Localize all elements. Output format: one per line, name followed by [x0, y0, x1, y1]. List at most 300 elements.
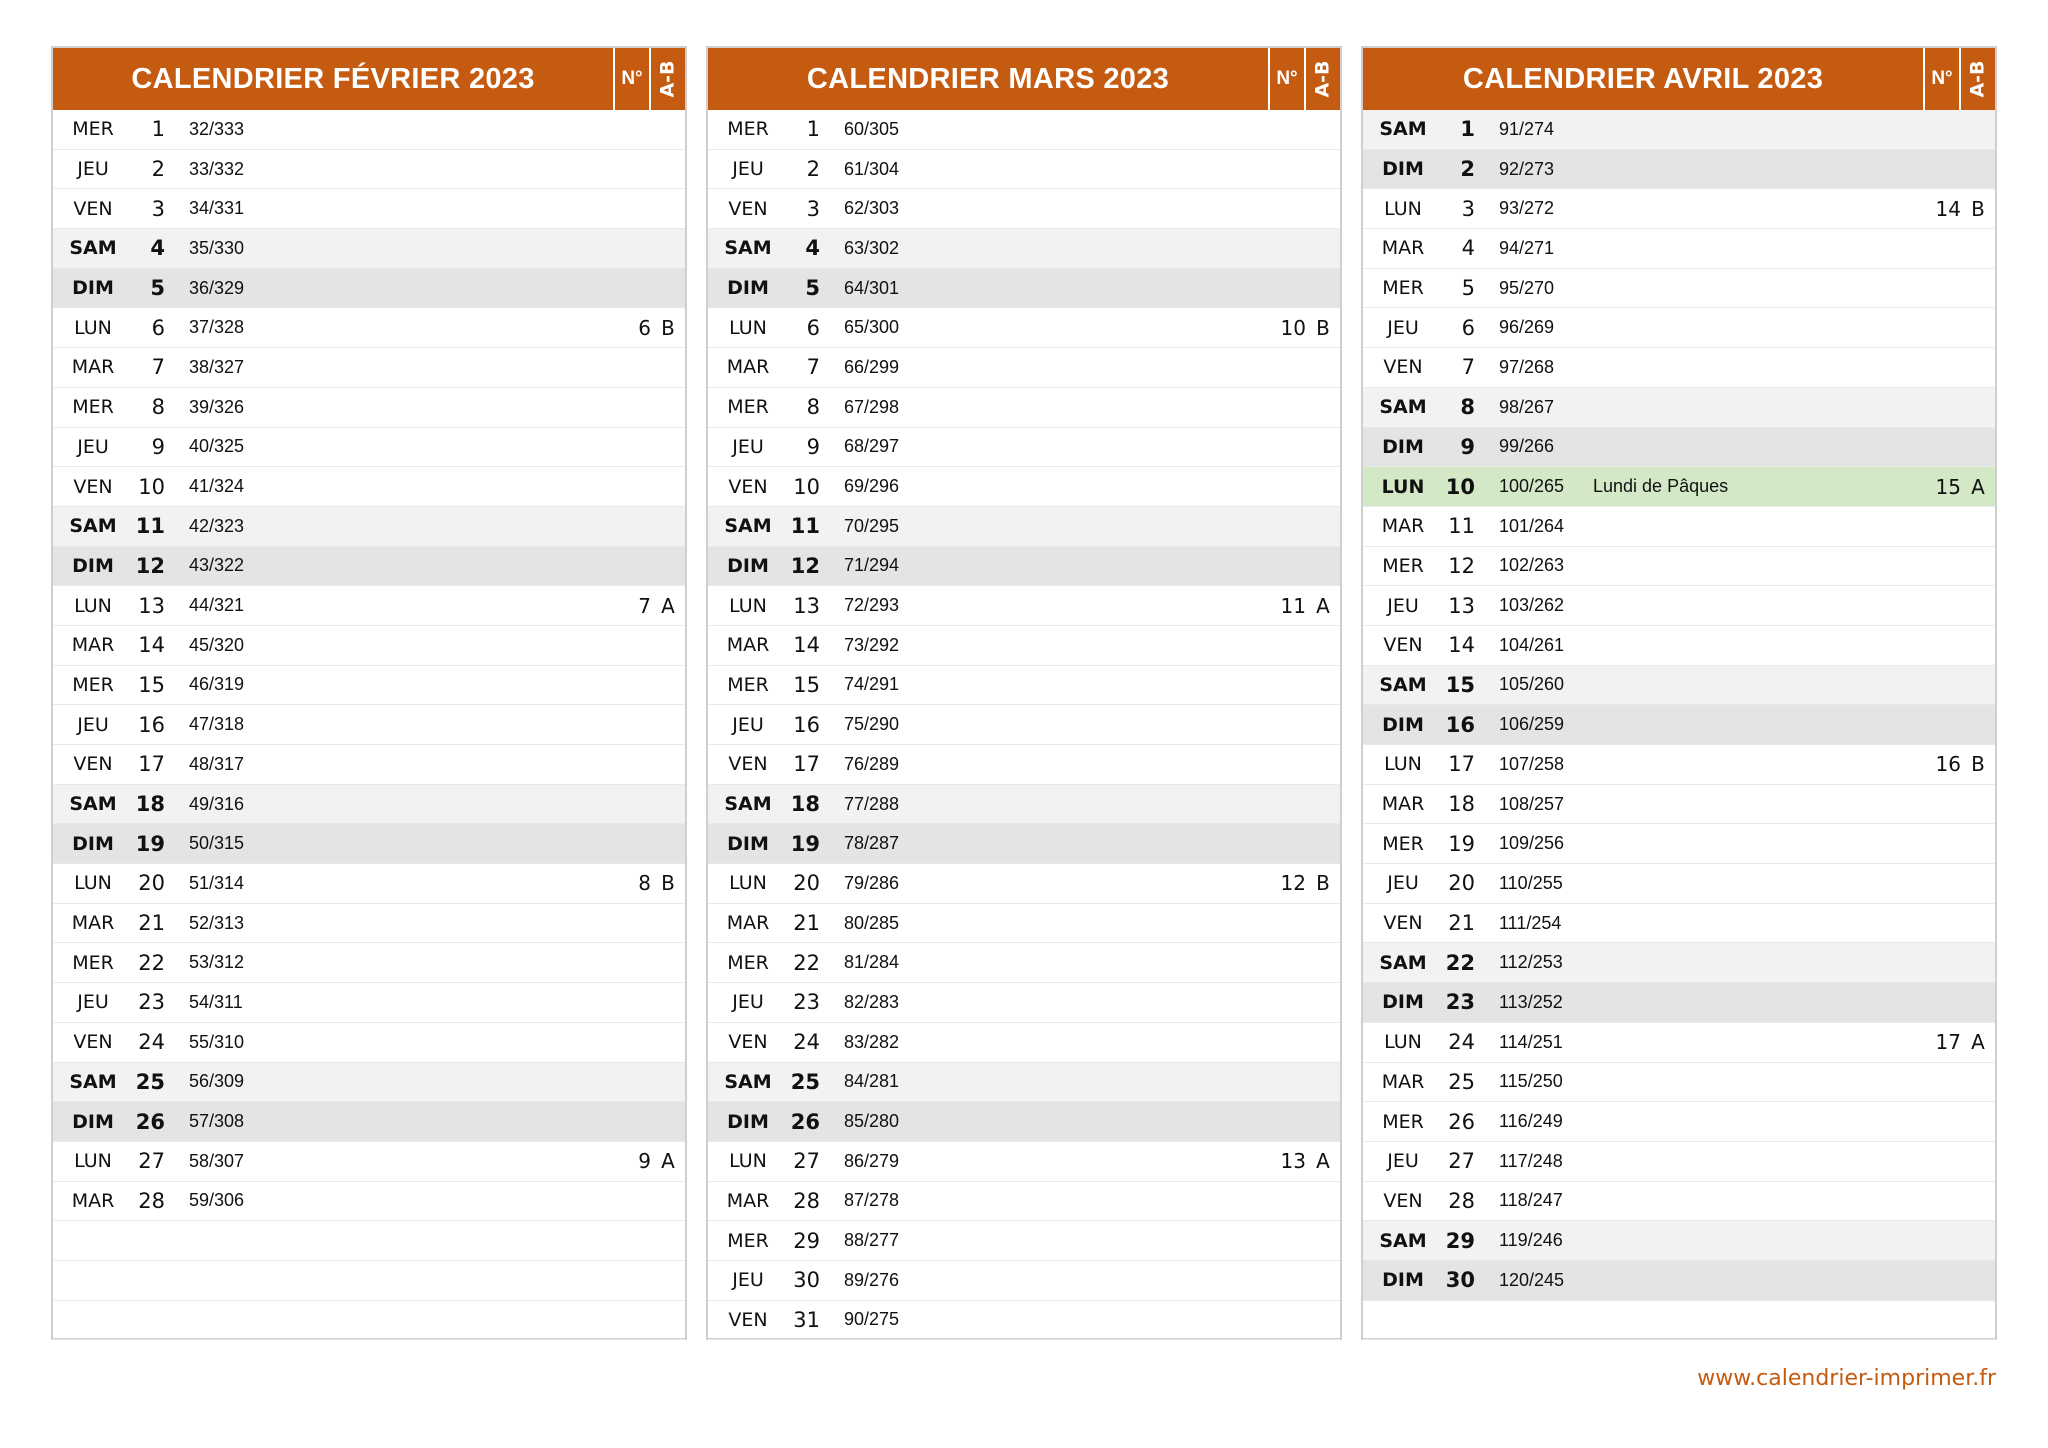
day-row: [53, 1221, 685, 1261]
day-number: 12: [135, 553, 165, 578]
day-of-week: JEU: [1387, 316, 1419, 339]
day-of-year: 80/285: [844, 912, 900, 933]
day-number: 10: [1445, 474, 1475, 499]
day-row: [53, 864, 685, 904]
day-row: [708, 1023, 1340, 1063]
week-ab: A: [1316, 1149, 1330, 1174]
day-number: 27: [1448, 1149, 1475, 1174]
day-of-year: 88/277: [844, 1230, 900, 1251]
day-row: [708, 189, 1340, 229]
day-number: 23: [138, 990, 165, 1015]
day-row: [53, 943, 685, 983]
day-number: 10: [793, 474, 820, 499]
day-number: 15: [793, 672, 820, 697]
day-row: [1363, 745, 1995, 785]
day-row: [53, 308, 685, 348]
day-of-week: SAM: [1379, 951, 1427, 974]
day-of-week: LUN: [729, 316, 767, 339]
day-of-week: MER: [727, 396, 769, 419]
day-of-week: JEU: [732, 435, 764, 458]
day-of-week: VEN: [728, 197, 768, 220]
day-of-week: LUN: [729, 1150, 767, 1173]
day-number: 8: [151, 395, 165, 420]
day-of-year: 52/313: [189, 912, 245, 933]
day-number: 4: [150, 236, 165, 261]
day-row: [1363, 150, 1995, 190]
day-number: 8: [1460, 395, 1475, 420]
day-of-week: JEU: [1387, 872, 1419, 895]
week-ab: B: [1971, 752, 1985, 777]
day-number: 9: [806, 434, 820, 459]
ab-header: A-B: [649, 48, 685, 110]
day-number: 3: [1461, 196, 1475, 221]
day-of-year: 111/254: [1499, 912, 1562, 933]
day-number: 15: [1445, 672, 1475, 697]
day-of-week: MAR: [71, 912, 115, 935]
day-of-week: MAR: [71, 356, 115, 379]
day-of-week: LUN: [729, 872, 767, 895]
day-of-year: 91/274: [1499, 118, 1555, 139]
day-number: 21: [138, 911, 165, 936]
day-of-year: 96/269: [1499, 317, 1555, 338]
week-number-header: N°: [1923, 48, 1959, 110]
week-number: 7: [638, 593, 651, 618]
day-number: 22: [1445, 950, 1475, 975]
day-number: 20: [1448, 871, 1475, 896]
day-row: [1363, 1142, 1995, 1182]
day-row: [53, 666, 685, 706]
day-of-week: MER: [727, 673, 769, 696]
week-ab: B: [1316, 871, 1330, 896]
day-of-year: 72/293: [844, 595, 900, 616]
day-number: 27: [138, 1149, 165, 1174]
day-number: 24: [138, 1030, 165, 1055]
day-number: 14: [793, 633, 820, 658]
day-row: [708, 467, 1340, 507]
day-row: [53, 1142, 685, 1182]
day-of-year: 53/312: [189, 952, 245, 973]
day-row: [53, 1102, 685, 1142]
day-row: [708, 626, 1340, 666]
day-of-year: 113/252: [1499, 991, 1563, 1012]
week-ab: A: [661, 1149, 675, 1174]
day-row: [1363, 189, 1995, 229]
day-row: [708, 943, 1340, 983]
day-of-week: JEU: [732, 991, 764, 1014]
day-row: [1363, 666, 1995, 706]
day-row: [708, 1261, 1340, 1301]
day-number: 30: [793, 1268, 820, 1293]
day-number: 6: [1461, 315, 1475, 340]
day-of-week: MER: [727, 118, 769, 141]
day-row: [53, 904, 685, 944]
day-of-week: DIM: [727, 277, 769, 300]
week-number-header: N°: [613, 48, 649, 110]
day-of-year: 83/282: [844, 1031, 900, 1052]
day-of-year: 56/309: [189, 1071, 245, 1092]
day-row: [53, 1182, 685, 1222]
day-of-year: 87/278: [844, 1190, 900, 1211]
day-of-year: 67/298: [844, 396, 900, 417]
day-of-year: 93/272: [1499, 198, 1555, 219]
day-number: 23: [1445, 990, 1475, 1015]
day-row: [53, 348, 685, 388]
day-of-year: 118/247: [1499, 1190, 1563, 1211]
day-number: 6: [806, 315, 820, 340]
day-row: [1363, 1063, 1995, 1103]
day-of-week: MER: [1382, 554, 1424, 577]
day-of-year: 34/331: [189, 198, 245, 219]
day-number: 2: [151, 157, 165, 182]
day-number: 4: [1461, 236, 1475, 261]
day-number: 2: [1460, 157, 1475, 182]
day-of-year: 35/330: [189, 237, 245, 258]
day-of-year: 109/256: [1499, 833, 1565, 854]
week-number: 8: [638, 871, 651, 896]
day-of-year: 55/310: [189, 1031, 245, 1052]
week-number: 15: [1935, 474, 1961, 499]
day-number: 18: [1448, 792, 1475, 817]
day-number: 9: [151, 434, 165, 459]
day-row: [1363, 705, 1995, 745]
day-of-week: VEN: [728, 1031, 768, 1054]
day-row: [708, 348, 1340, 388]
day-of-week: LUN: [1384, 753, 1422, 776]
day-row: [1363, 824, 1995, 864]
day-of-year: 115/250: [1499, 1071, 1563, 1092]
day-of-week: VEN: [728, 753, 768, 776]
day-of-week: JEU: [77, 158, 109, 181]
day-row: [1363, 547, 1995, 587]
week-number: 11: [1280, 593, 1306, 618]
day-row: [53, 150, 685, 190]
day-row: [1363, 1182, 1995, 1222]
day-of-year: 54/311: [189, 991, 243, 1012]
week-number: 17: [1935, 1030, 1961, 1055]
day-of-year: 39/326: [189, 396, 245, 417]
day-of-week: SAM: [1379, 396, 1427, 419]
day-number: 25: [790, 1069, 820, 1094]
day-number: 4: [805, 236, 820, 261]
day-of-week: MAR: [726, 912, 770, 935]
day-of-year: 103/262: [1499, 595, 1565, 616]
day-of-week: MER: [727, 1229, 769, 1252]
day-of-year: 32/333: [189, 118, 245, 139]
day-row: [708, 1182, 1340, 1222]
day-number: 18: [790, 792, 820, 817]
day-row: [1363, 1261, 1995, 1301]
day-of-year: 92/273: [1499, 158, 1555, 179]
month-february: [51, 46, 687, 1340]
day-of-week: MAR: [1381, 515, 1425, 538]
day-row: [708, 110, 1340, 150]
day-of-year: 71/294: [844, 555, 900, 576]
day-number: 15: [138, 672, 165, 697]
day-number: 16: [793, 712, 820, 737]
day-of-week: DIM: [1382, 991, 1424, 1014]
day-of-year: 79/286: [844, 872, 900, 893]
day-of-week: LUN: [729, 594, 767, 617]
week-ab: B: [1316, 315, 1330, 340]
day-row: [1363, 983, 1995, 1023]
day-of-week: DIM: [1382, 158, 1424, 181]
day-of-year: 105/260: [1499, 674, 1565, 695]
day-of-week: LUN: [1381, 475, 1425, 498]
footer-url[interactable]: www.calendrier-imprimer.fr: [1697, 1366, 1996, 1391]
day-of-week: LUN: [1384, 1031, 1422, 1054]
day-of-week: MER: [72, 118, 114, 141]
day-of-year: 37/328: [189, 317, 245, 338]
day-number: 25: [135, 1069, 165, 1094]
day-of-year: 73/292: [844, 634, 900, 655]
day-of-year: 41/324: [189, 476, 245, 497]
day-row: [53, 1063, 685, 1103]
day-rows: [708, 110, 1340, 1340]
day-of-week: VEN: [1383, 912, 1423, 935]
day-of-week: JEU: [77, 713, 109, 736]
day-number: 1: [1460, 117, 1475, 142]
day-of-week: JEU: [77, 435, 109, 458]
ab-header: A-B: [1304, 48, 1340, 110]
day-row: [708, 428, 1340, 468]
day-row: [53, 229, 685, 269]
day-of-week: LUN: [1384, 197, 1422, 220]
day-number: 18: [135, 792, 165, 817]
day-of-year: 108/257: [1499, 793, 1565, 814]
day-number: 12: [790, 553, 820, 578]
day-row: [53, 1301, 685, 1341]
day-number: 26: [1448, 1109, 1475, 1134]
day-number: 5: [1461, 276, 1475, 301]
day-of-week: MAR: [71, 1189, 115, 1212]
day-row: [53, 745, 685, 785]
day-row: [708, 150, 1340, 190]
day-of-year: 117/248: [1499, 1150, 1563, 1171]
day-row: [53, 1261, 685, 1301]
day-number: 14: [138, 633, 165, 658]
day-of-week: DIM: [727, 1110, 769, 1133]
day-number: 8: [806, 395, 820, 420]
day-number: 13: [793, 593, 820, 618]
day-row: [53, 785, 685, 825]
day-of-year: 50/315: [189, 833, 245, 854]
day-of-week: SAM: [69, 237, 117, 260]
day-number: 10: [138, 474, 165, 499]
day-of-week: JEU: [732, 1269, 764, 1292]
day-of-year: 78/287: [844, 833, 900, 854]
day-number: 7: [1461, 355, 1475, 380]
day-of-year: 77/288: [844, 793, 900, 814]
week-number: 9: [638, 1149, 651, 1174]
day-of-year: 65/300: [844, 317, 900, 338]
day-number: 1: [806, 117, 820, 142]
day-row: [708, 1221, 1340, 1261]
day-number: 21: [793, 911, 820, 936]
day-of-week: VEN: [1383, 634, 1423, 657]
day-number: 12: [1448, 553, 1475, 578]
day-row: [708, 1142, 1340, 1182]
day-of-year: 84/281: [844, 1071, 900, 1092]
day-row: [708, 388, 1340, 428]
week-ab: A: [1971, 1030, 1985, 1055]
day-row: [708, 229, 1340, 269]
week-ab: B: [1971, 196, 1985, 221]
day-row: [1363, 626, 1995, 666]
day-of-week: VEN: [1383, 1189, 1423, 1212]
day-row: [1363, 586, 1995, 626]
day-of-year: 64/301: [844, 277, 900, 298]
day-row: [1363, 269, 1995, 309]
day-number: 13: [1448, 593, 1475, 618]
day-of-year: 45/320: [189, 634, 245, 655]
day-number: 6: [151, 315, 165, 340]
day-row: [708, 507, 1340, 547]
day-row: [1363, 1023, 1995, 1063]
day-of-week: MAR: [726, 1189, 770, 1212]
day-of-week: SAM: [724, 1070, 772, 1093]
day-row: [708, 705, 1340, 745]
day-number: 16: [138, 712, 165, 737]
day-number: 26: [790, 1109, 820, 1134]
day-of-week: MAR: [71, 634, 115, 657]
day-of-year: 106/259: [1499, 714, 1565, 735]
day-of-week: MER: [1382, 277, 1424, 300]
day-number: 11: [790, 514, 820, 539]
day-row: [53, 269, 685, 309]
day-of-week: SAM: [69, 793, 117, 816]
day-number: 30: [1445, 1268, 1475, 1293]
day-row: [708, 547, 1340, 587]
day-of-week: VEN: [73, 753, 113, 776]
day-number: 20: [138, 871, 165, 896]
day-of-year: 36/329: [189, 277, 245, 298]
day-of-week: SAM: [1379, 673, 1427, 696]
month-title: CALENDRIER MARS 2023: [806, 62, 1170, 95]
week-number: 14: [1935, 196, 1961, 221]
day-of-week: SAM: [69, 1070, 117, 1093]
day-of-year: 70/295: [844, 515, 900, 536]
day-rows: [53, 110, 685, 1340]
day-row: [53, 586, 685, 626]
day-of-year: 33/332: [189, 158, 245, 179]
day-of-week: MER: [1382, 832, 1424, 855]
day-of-year: 116/249: [1499, 1111, 1563, 1132]
day-number: 17: [138, 752, 165, 777]
day-number: 7: [806, 355, 820, 380]
day-of-week: LUN: [74, 594, 112, 617]
day-row: [708, 666, 1340, 706]
day-number: 3: [151, 196, 165, 221]
day-of-year: 63/302: [844, 237, 900, 258]
day-row: [53, 547, 685, 587]
day-of-week: SAM: [724, 237, 772, 260]
day-of-year: 57/308: [189, 1111, 245, 1132]
day-of-year: 119/246: [1499, 1230, 1563, 1251]
day-of-week: DIM: [72, 832, 114, 855]
day-number: 25: [1448, 1069, 1475, 1094]
day-row: [708, 785, 1340, 825]
day-of-year: 104/261: [1499, 634, 1565, 655]
day-of-week: VEN: [73, 1031, 113, 1054]
day-number: 26: [135, 1109, 165, 1134]
day-row: [1363, 388, 1995, 428]
day-of-year: 98/267: [1499, 396, 1555, 417]
day-of-week: LUN: [74, 872, 112, 895]
day-number: 28: [138, 1188, 165, 1213]
day-of-year: 107/258: [1499, 753, 1565, 774]
day-of-week: SAM: [1379, 118, 1427, 141]
day-row: [1363, 943, 1995, 983]
day-of-week: DIM: [72, 277, 114, 300]
day-number: 5: [150, 276, 165, 301]
day-of-year: 100/265: [1499, 476, 1565, 497]
day-number: 2: [806, 157, 820, 182]
day-number: 24: [1448, 1030, 1475, 1055]
day-number: 29: [1445, 1228, 1475, 1253]
day-of-year: 82/283: [844, 991, 900, 1012]
day-row: [1363, 348, 1995, 388]
day-rows: [1363, 110, 1995, 1340]
day-of-year: 44/321: [189, 595, 245, 616]
day-of-year: 62/303: [844, 198, 900, 219]
day-of-year: 69/296: [844, 476, 900, 497]
day-of-year: 42/323: [189, 515, 245, 536]
day-row: [1363, 507, 1995, 547]
day-of-week: DIM: [72, 1110, 114, 1133]
day-of-year: 60/305: [844, 118, 900, 139]
day-of-week: JEU: [1387, 1150, 1419, 1173]
day-row: [53, 467, 685, 507]
day-of-week: JEU: [77, 991, 109, 1014]
day-number: 16: [1445, 712, 1475, 737]
day-number: 11: [1448, 514, 1475, 539]
day-of-week: VEN: [728, 475, 768, 498]
day-of-year: 99/266: [1499, 436, 1555, 457]
day-of-week: LUN: [74, 1150, 112, 1173]
day-of-year: 47/318: [189, 714, 245, 735]
day-number: 19: [790, 831, 820, 856]
day-of-week: VEN: [73, 197, 113, 220]
day-of-week: DIM: [727, 832, 769, 855]
day-row: [708, 1063, 1340, 1103]
day-number: 5: [805, 276, 820, 301]
week-number: 10: [1280, 315, 1306, 340]
day-of-year: 59/306: [189, 1190, 245, 1211]
day-row: [708, 983, 1340, 1023]
day-of-year: 68/297: [844, 436, 900, 457]
day-of-week: DIM: [727, 554, 769, 577]
day-row: [53, 983, 685, 1023]
day-row: [1363, 428, 1995, 468]
day-of-year: 102/263: [1499, 555, 1565, 576]
week-ab: B: [661, 871, 675, 896]
month-title: CALENDRIER FÉVRIER 2023: [131, 62, 535, 95]
day-of-year: 90/275: [844, 1309, 900, 1330]
day-of-week: DIM: [1382, 713, 1424, 736]
day-row: [708, 1102, 1340, 1142]
event-label: Lundi de Pâques: [1593, 476, 1729, 497]
day-number: 22: [793, 950, 820, 975]
day-number: 17: [793, 752, 820, 777]
day-row: [708, 1301, 1340, 1341]
day-row: [1363, 110, 1995, 150]
day-row: [53, 824, 685, 864]
day-number: 9: [1460, 434, 1475, 459]
day-number: 19: [135, 831, 165, 856]
day-of-year: 76/289: [844, 753, 900, 774]
day-of-week: JEU: [1387, 594, 1419, 617]
day-of-week: DIM: [1382, 435, 1424, 458]
